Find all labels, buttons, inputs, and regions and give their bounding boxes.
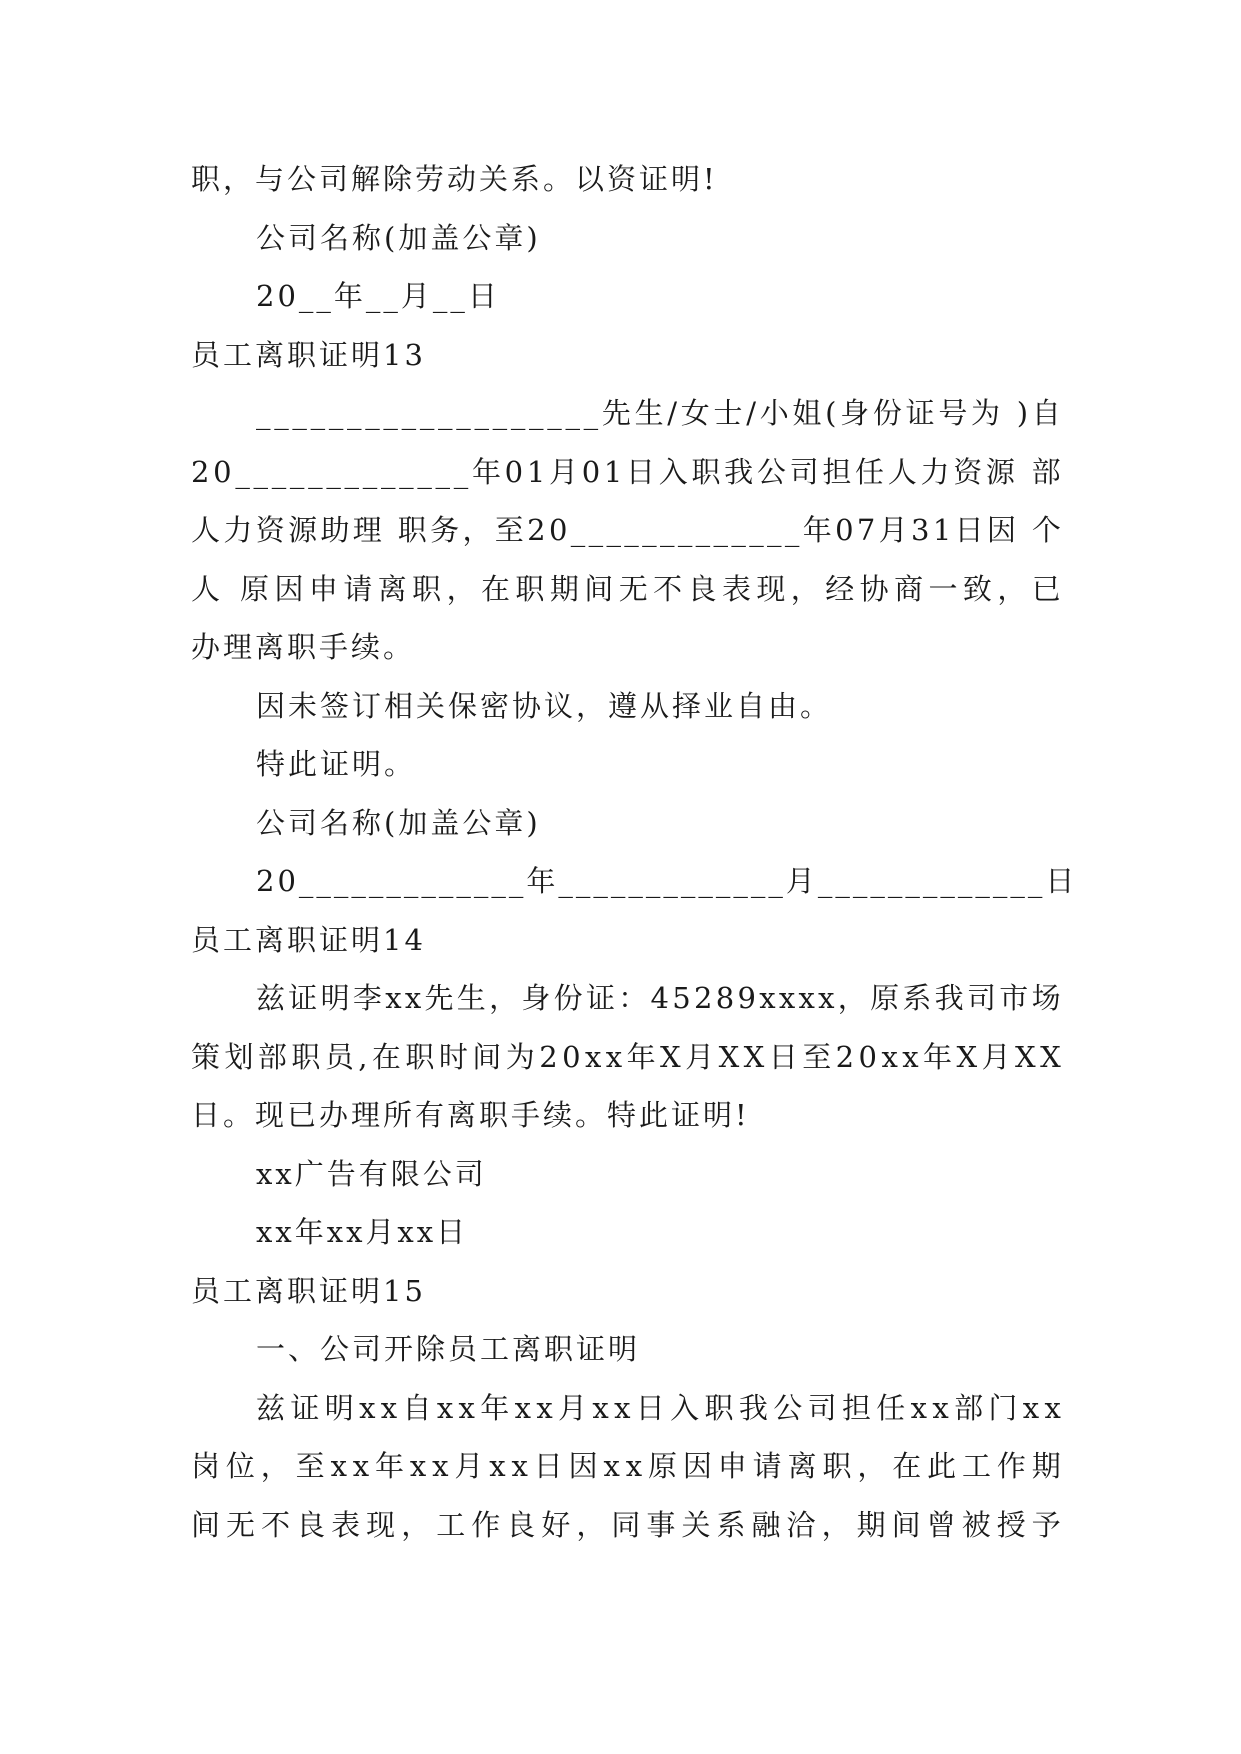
date-line: xx年xx月xx日 (256, 1215, 469, 1249)
text-line: 职，与公司解除劳动关系。以资证明! (191, 162, 718, 196)
text-line: 人 原 因 申 请 离 职 ， 在 职 期 间 无 不 良 表 现 ， 经 协 商 一 致 ， 已 (191, 571, 1061, 606)
section-heading-15: 员工离职证明15 (191, 1273, 426, 1308)
date-line: 20__年__月__日 (256, 279, 500, 313)
text-line: 间 无 不 良 表 现 ， 工 作 良 好 ， 同 事 关 系 融 洽 ， 期 间 曾 被 授 予 (191, 1507, 1061, 1542)
section-heading-13: 员工离职证明13 (191, 337, 426, 372)
section-heading-14: 员工离职证明14 (191, 922, 426, 957)
text-line: 因未签订相关保密协议，遵从择业自由。 (256, 688, 833, 723)
company-name-line: 公司名称(加盖公章) (256, 220, 541, 255)
company-name-line: xx广告有限公司 (256, 1156, 487, 1191)
text-line: 岗 位 ， 至 x x 年 x x 月 x x 日 因 x x 原 因 申 请 离 职 ， 在 此 工 作 期 (191, 1449, 1061, 1483)
company-name-line: 公司名称(加盖公章) (256, 805, 541, 840)
text-line: 2 0 _ _ _ _ _ _ _ _ _ _ _ _ _ 年 0 1 月 0 1 日 入 职 我 公 司 担 任 人 力 资 源 部 (191, 454, 1061, 489)
text-line: 日。现已办理所有离职手续。特此证明! (191, 1098, 750, 1132)
text-line: 人 力 资 源 助 理 职 务 ， 至 2 0 _ _ _ _ _ _ _ _ _ _ _ _ _ 年 0 7 月 3 1 日 因 个 (191, 513, 1061, 547)
document-page (191, 150, 1078, 1554)
text-line: 兹 证 明 x x 自 x x 年 x x 月 x x 日 入 职 我 公 司 担 任 x x 部 门 x x (256, 1390, 1061, 1425)
text-line: 策 划 部 职 员 , 在 职 时 间 为 2 0 x x 年 X 月 X X 日 至 2 0 x x 年 X 月 X X (191, 1039, 1061, 1074)
text-line: 特此证明。 (256, 747, 417, 781)
text-line: 办理离职手续。 (191, 630, 416, 664)
text-line: 兹 证 明 李 x x 先 生 ， 身 份 证 ： 4 5 2 8 9 x x x x ， 原 系 我 司 市 场 (256, 981, 1061, 1015)
subheading-line: 一、公司开除员工离职证明 (256, 1332, 641, 1366)
text-line: _ _ _ _ _ _ _ _ _ _ _ _ _ _ _ _ _ _ _ 先 生 / 女 士 / 小 姐 ( 身 份 证 号 为 ) 自 (256, 396, 1061, 430)
date-line: 20_____________年_____________月_____________日 (256, 864, 1078, 898)
